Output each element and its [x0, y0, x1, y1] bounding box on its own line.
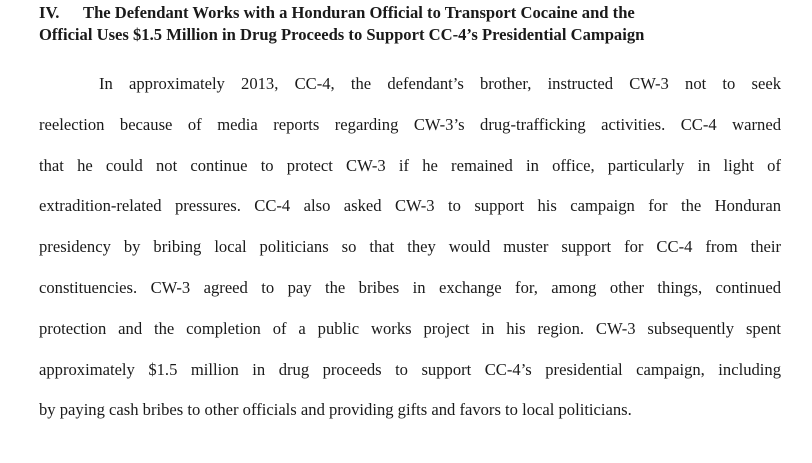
document-page [39, 0, 781, 420]
section-title-line-2: Official Uses $1.5 Million in Drug Proceeds to Support CC-4’s Presidential Campaign [39, 25, 645, 44]
paragraph-line: protection and the completion of a public works project in his region. CW-3 subsequently spent [39, 318, 781, 338]
paragraph-line: approximately $1.5 million in drug proceeds to support CC-4’s presidential campaign, including [39, 359, 781, 379]
paragraph-line: that he could not continue to protect CW-3 if he remained in office, particularly in light of [39, 155, 781, 175]
paragraph-line: presidency by bribing local politicians so that they would muster support for CC-4 from their [39, 237, 781, 257]
section-heading-line-1 [39, 2, 781, 24]
section-heading [39, 2, 781, 46]
paragraph-line: In approximately 2013, CC-4, the defendant’s brother, instructed CW-3 not to seek [99, 74, 781, 93]
body-paragraph [39, 74, 781, 441]
paragraph-line: reelection because of media reports regarding CW-3’s drug-trafficking activities. CC-4 warned [39, 114, 781, 134]
paragraph-line: constituencies. CW-3 agreed to pay the bribes in exchange for, among other things, continued [39, 277, 781, 297]
paragraph-line: by paying cash bribes to other officials and providing gifts and favors to local politicians. [39, 400, 632, 420]
section-title-line-1: The Defendant Works with a Honduran Official to Transport Cocaine and the [83, 3, 635, 22]
paragraph-line: extradition-related pressures. CC-4 also asked CW-3 to support his campaign for the Honduran [39, 196, 781, 216]
section-number: IV. [39, 3, 60, 22]
